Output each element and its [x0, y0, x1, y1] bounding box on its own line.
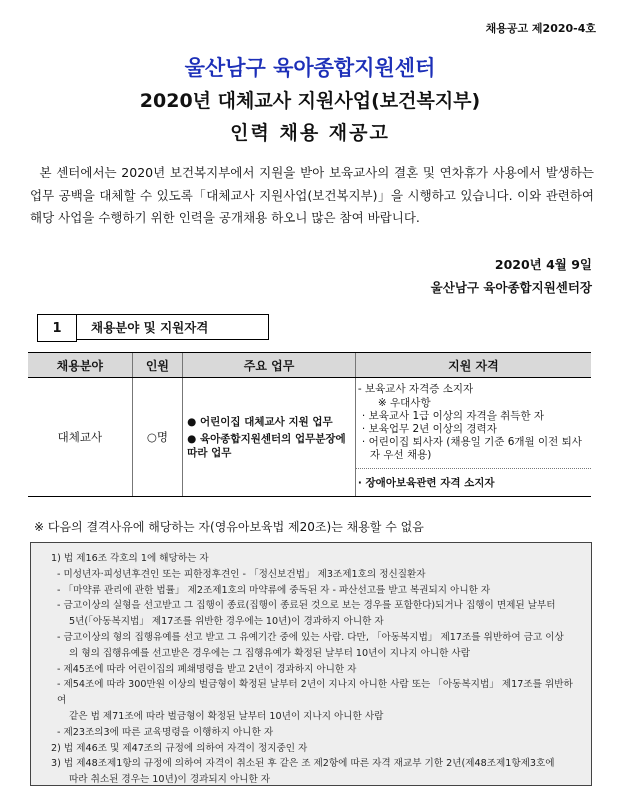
intro-paragraph [30, 162, 594, 230]
list-item: 5년(「아동복지법」 제17조를 위반한 경우에는 10년)이 경과하지 아니한 자 [69, 616, 384, 628]
cell-qualification [355, 378, 591, 497]
list-item: 의 형의 집행유예를 선고받은 경우에는 그 집행유예가 확정된 날부터 10년이 지나지 아니한 사람 [69, 647, 470, 659]
list-item: - 금고이상의 실형을 선고받고 그 집행이 종료(집행이 종료된 것으로 보는 경우를 포함한다)되거나 집행이 면제된 날부터 [57, 600, 556, 612]
qual-item: · 보육업무 2년 이상의 경력자 [361, 423, 497, 435]
list-item: - 제23조의3에 따른 교육명령을 이행하지 아니한 자 [57, 726, 274, 738]
list-item: - 금고이상의 형의 집행유예를 선고 받고 그 유예기간 중에 있는 사람. 다만, 「아동복지법」 제17조를 위반하여 금고 이상 [57, 631, 564, 643]
qual-item-last: · 장애아보육관련 자격 소지자 [356, 468, 591, 492]
duty-item: ● 어린이집 대체교사 지원 업무 [187, 415, 333, 428]
qual-preference: ※ 우대사항 [377, 397, 431, 409]
document-number: 채용공고 제2020-4호 [485, 22, 596, 35]
list-item: - 제54조에 따라 300만원 이상의 벌금형이 확정된 날부터 2년이 지나지 아니한 사람 또는 「아동복지법」 제17조를 위반하여 [57, 679, 573, 707]
program-title: 2020년 대체교사 지원사업(보건복지부) [139, 90, 481, 112]
cell-count: ○명 [132, 378, 182, 497]
duty-item: ● 육아종합지원센터의 업무분장에 따라 업무 [187, 432, 346, 459]
org-title: 울산남구 육아종합지원센터 [184, 56, 436, 80]
qual-head: - 보육교사 자격증 소지자 [357, 383, 474, 395]
qual-item: · 어린이집 퇴사자 (채용일 기준 6개월 이전 퇴사자 우선 채용) [361, 436, 582, 461]
cell-field: 대체교사 [28, 378, 132, 497]
intro-text: 본 센터에서는 2020년 보건복지부에서 지원을 받아 보육교사의 결혼 및 연차휴가 사용에서 발생하는 업무 공백을 대체할 수 있도록「대체교사 지원사업(보건복지부)」을 시행하고 있습니다. 이와 관련하여 해당 사업을 수행하기 위한 인력을 공개채용 하오니 많은 참여 바랍니다. [30, 165, 595, 225]
header-count: 인원 [132, 353, 182, 378]
disqualification-note: ※ 다음의 결격사유에 해당하는 자(영유아보육법 제20조)는 채용할 수 없음 [34, 520, 424, 534]
cell-duties [183, 378, 356, 497]
list-item: - 미성년자·피성년후견인 또는 피한정후견인 - 「정신보건법」 제3조제1호의 정신질환자 [57, 568, 426, 580]
header-qualification: 지원 자격 [355, 353, 591, 378]
list-item: 3) 법 제48조제1항의 규정에 의하여 자격이 취소된 후 같은 조 제2항에 따른 자격 재교부 기한 2년(제48조제1항제3호에 [51, 758, 555, 770]
section-title: 채용분야 및 지원자격 [77, 314, 269, 340]
list-item: 같은 법 제71조에 따라 벌금형이 확정된 날부터 10년이 지나지 아니한 사람 [69, 710, 384, 722]
list-item: 따라 취소된 경우는 10년)이 경과되지 아니한 자 [69, 774, 271, 786]
list-item: 2) 법 제46조 및 제47조의 규정에 의하여 자격이 정지중인 자 [51, 742, 308, 754]
notice-title: 인력 채용 재공고 [230, 122, 390, 144]
requirements-table [28, 352, 591, 497]
duty-text: 육아종합지원센터의 업무분장에 따라 업무 [187, 432, 346, 459]
notice-date: 2020년 4월 9일 [494, 257, 592, 272]
section-header [37, 314, 269, 342]
duty-text: 어린이집 대체교사 지원 업무 [200, 415, 333, 428]
disqualification-box [30, 542, 592, 786]
list-item: - 「마약류 관리에 관한 법률」 제2조제1호의 마약류에 중독된 자 - 파산선고를 받고 복권되지 아니한 자 [57, 584, 491, 596]
list-item: 1) 법 제16조 각호의 1에 해당하는 자 [51, 553, 209, 564]
header-duties: 주요 업무 [183, 353, 356, 378]
section-number: 1 [37, 314, 77, 342]
table-row [28, 378, 591, 497]
qual-item: · 보육교사 1급 이상의 자격을 취득한 자 [361, 410, 545, 422]
list-item: - 제45조에 따라 어린이집의 폐쇄명령을 받고 2년이 경과하지 아니한 자 [57, 663, 357, 675]
signer: 울산남구 육아종합지원센터장 [430, 280, 592, 295]
table-header-row [28, 353, 591, 378]
header-field: 채용분야 [28, 353, 132, 378]
